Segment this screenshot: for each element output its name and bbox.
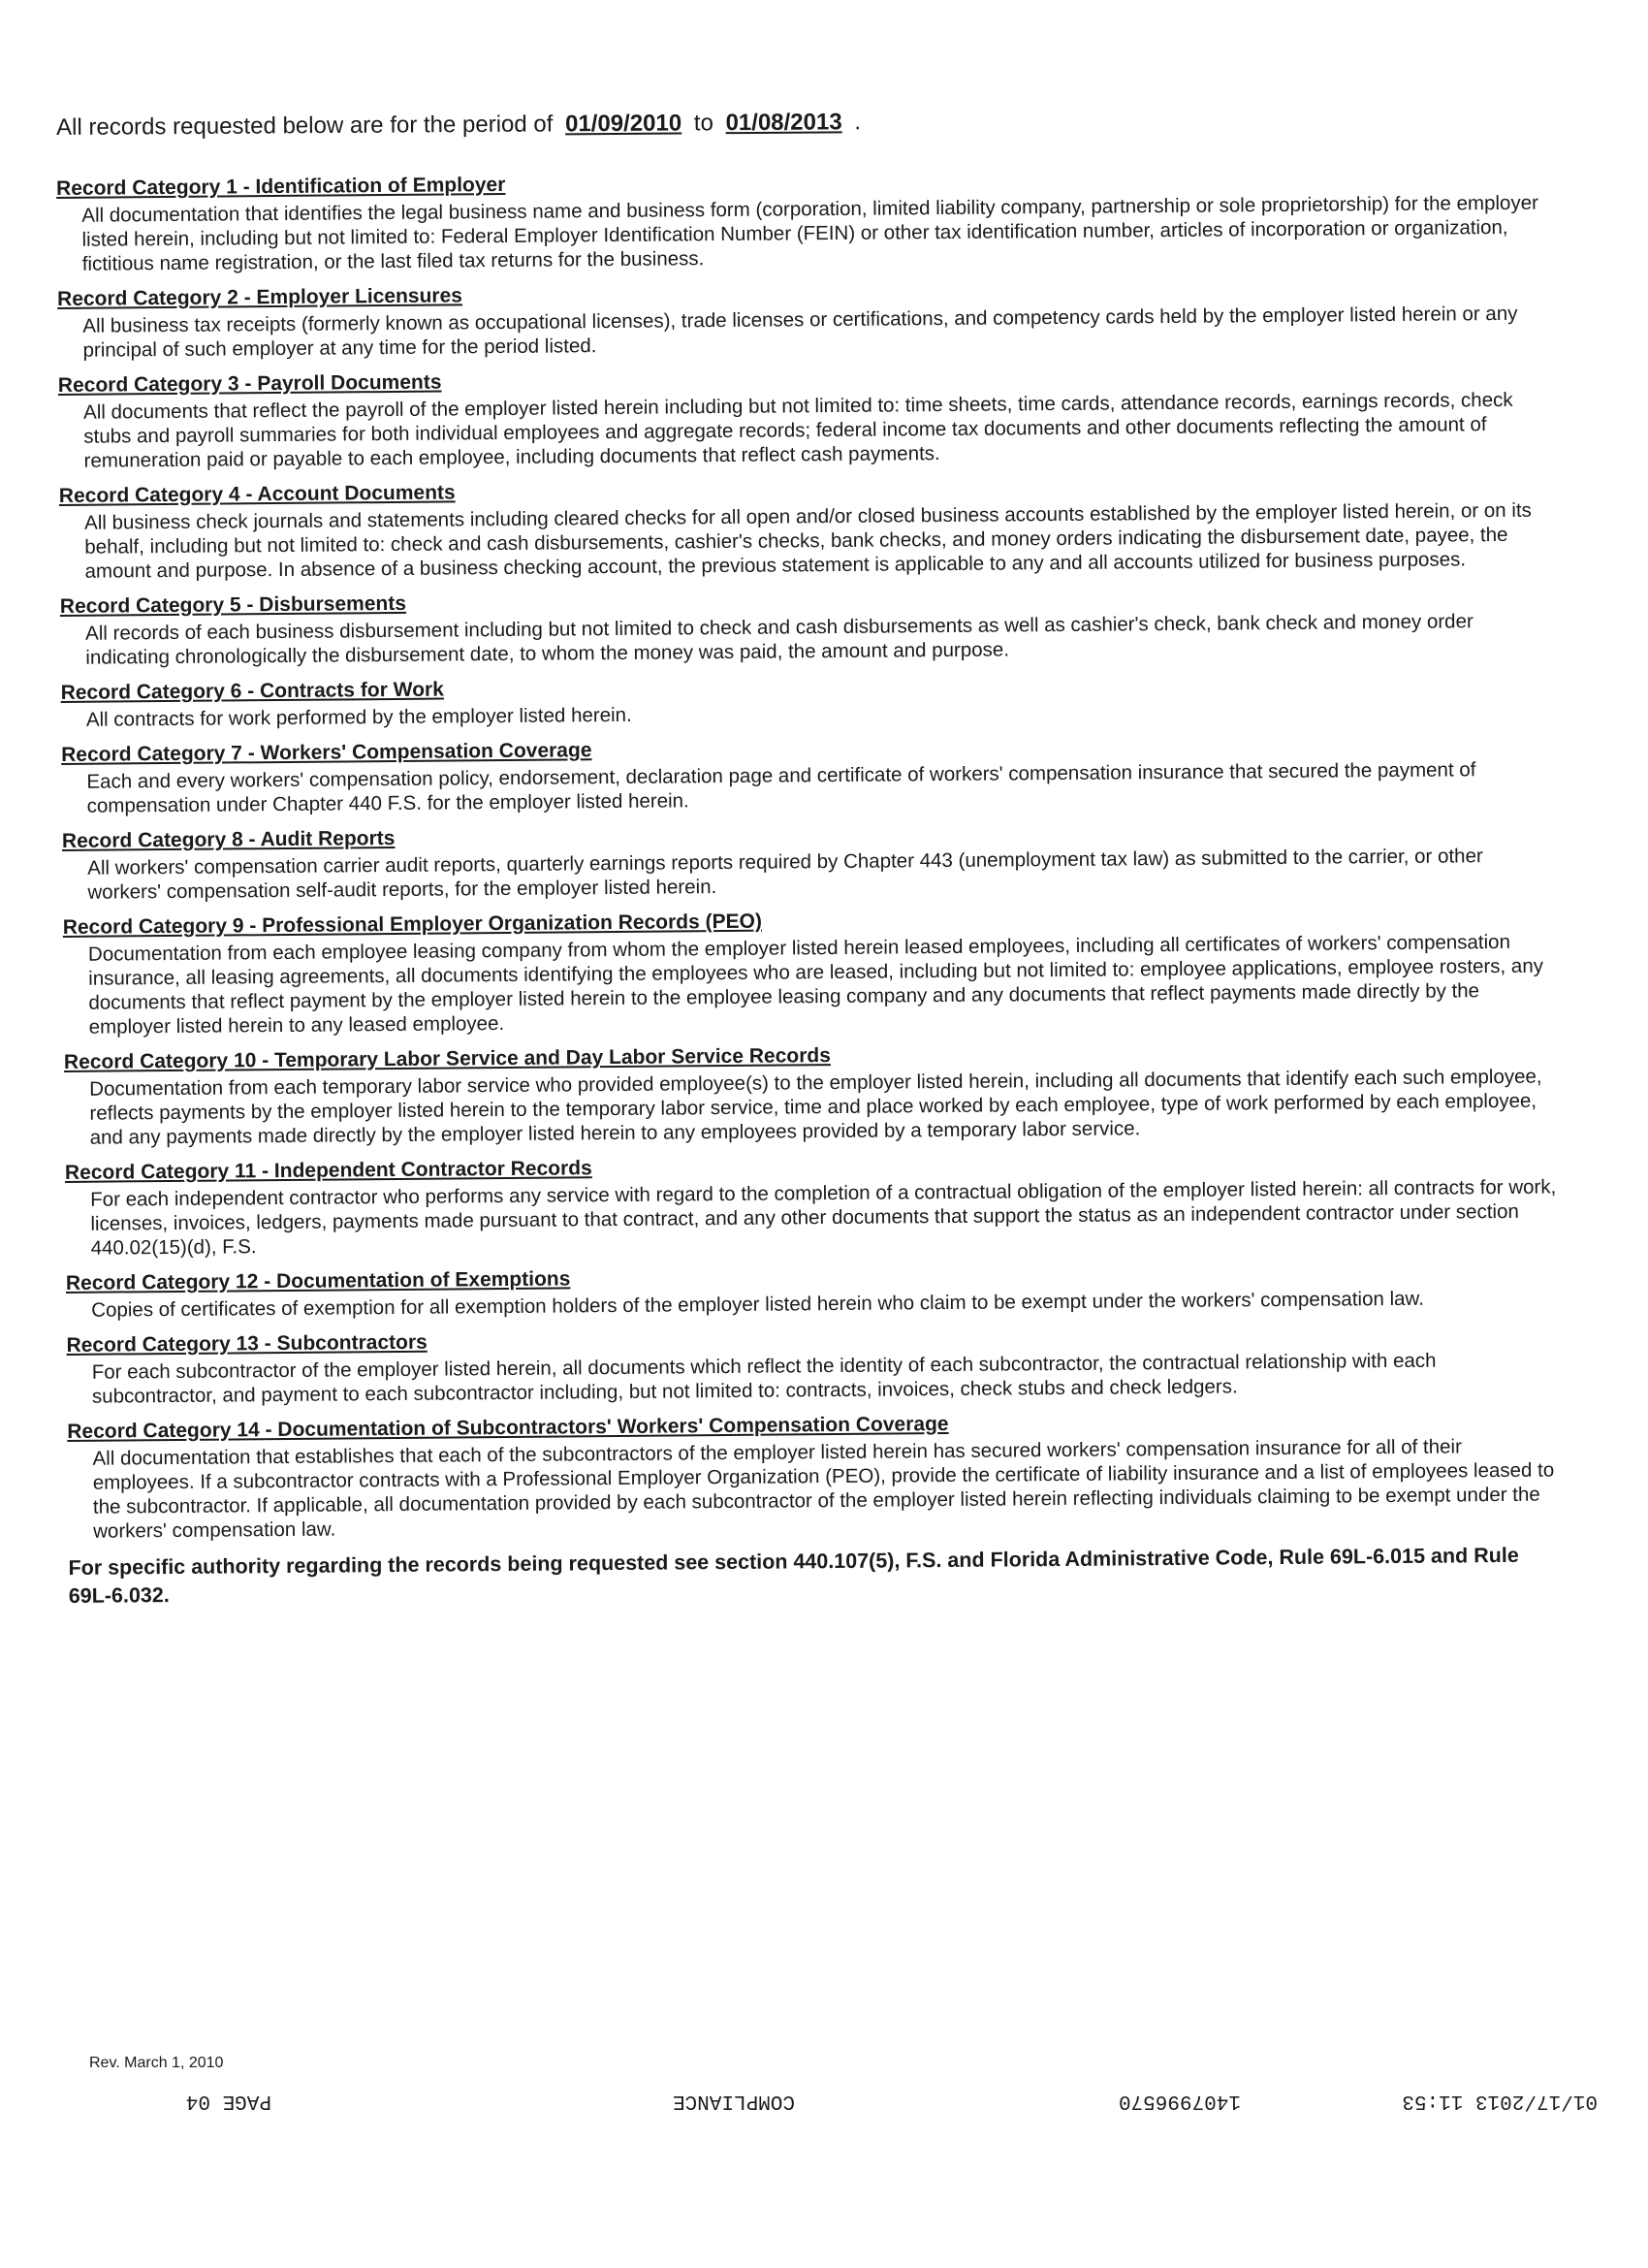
record-category-7 [61,730,1555,818]
record-category-3 [58,361,1552,473]
period-end-date: 01/08/2013 [725,109,842,137]
record-description: All records of each business disbursement including but not limited to check and cash disbursements as well as cashier's check, bank check and money order indicating chronologically the disbursement date, to whom the money was paid, the amount and purpose. [85,610,1474,669]
record-heading: Record Category 3 - Payroll Documents [57,370,442,397]
record-description: Documentation from each employee leasing company from whom the employer listed herein leased employees, including all certificates of workers' compensation insurance, all leasing agreements, all documents identifying the employees who are leased, including but not limited to: employee applications, employee rosters, any documents that reflect payment by the employer listed herein to the employee leasing company and any documents that reflect payments made directly by the employer listed herein to any leased employee. [87,930,1544,1038]
record-description: Each and every workers' compensation policy, endorsement, declaration page and certificate of workers' compensation insurance that secured the payment of compensation under Chapter 440 F.S. for the employer listed herein. [86,758,1476,817]
record-category-2 [57,274,1551,363]
record-category-4 [59,471,1553,584]
period-suffix: . [854,109,862,136]
record-category-10 [64,1038,1558,1150]
fax-transmission-header [0,2083,1648,2112]
record-heading: Record Category 7 - Workers' Compensation Coverage [61,739,592,766]
record-description: All workers' compensation carrier audit reports, quarterly earnings reports required by Chapter 443 (unemployment tax law) as submitted to the carrier, or other workers' compensation self-audit reports, for the employer listed herein. [87,845,1483,904]
period-prefix: All records requested below are for the period of [56,111,554,141]
record-categories-list [56,164,1562,1632]
record-heading: Record Category 11 - Independent Contractor Records [64,1157,592,1184]
record-category-8 [62,816,1556,905]
record-description: All documents that reflect the payroll of the employer listed herein including but not limited to: time sheets, time cards, attendance records, earnings records, check stubs and payroll summaries for both individual employees and aggregate records; federal income tax documents and other documents reflecting the amount of remuneration paid or payable to each employee, including documents that reflect cash payments. [83,388,1513,472]
record-category-13 [66,1321,1560,1409]
record-heading: Record Category 5 - Disbursements [59,591,407,618]
record-heading: Record Category 9 - Professional Employer Organization Records (PEO) [62,910,763,939]
record-description: For each independent contractor who performs any service with regard to the completion of a contractual obligation of the employer listed herein: all contracts for work, licenses, invoices, ledgers, payments made pursuant to that contract, and any other documents that support the status as an independent contractor under section 440.02(15)(d), F.S. [90,1175,1557,1260]
record-description: For each subcontractor of the employer listed herein, all documents which reflect the identity of each subcontractor, the contractual relationship with each subcontractor, and payment to each subcontractor including, but not limited to: contracts, invoices, check stubs and check ledgers. [91,1349,1437,1408]
record-category-12 [66,1259,1559,1323]
record-category-1 [56,164,1550,276]
record-heading: Record Category 6 - Contracts for Work [60,678,444,704]
record-heading: Record Category 10 - Temporary Labor Service and Day Labor Service Records [63,1044,831,1073]
fax-datetime: 01/17/2013 11:53 [1402,2090,1598,2112]
record-description: Documentation from each temporary labor service who provided employee(s) to the employer listed herein, including all documents that identify each such employee, reflects payments by the employer listed herein to the temporary labor service, time and place worked by each employee, type of work performed by each employee, and any payments made directly by the employer listed herein to any employees provided by a temporary labor service. [89,1065,1542,1149]
record-category-14 [67,1407,1561,1544]
fax-number: 1407996570 [1118,2090,1241,2112]
record-category-5 [60,582,1554,670]
record-heading: Record Category 14 - Documentation of Subcontractors' Workers' Compensation Coverage [67,1413,949,1443]
record-description: Copies of certificates of exemption for all exemption holders of the employer listed herein who claim to be exempt under the workers' compensation law. [91,1287,1424,1322]
record-heading: Record Category 2 - Employer Licensures [57,284,463,310]
record-description: All documentation that establishes that each of the subcontractors of the employer listed herein has secured workers' compensation insurance for all of their employees. If a subcontractor contracts with a Professional Employer Organization (PEO), provide the certificate of liability insurance and a list of employees leased to the subcontractor. If applicable, all documentation provided by each subcontractor of the employer listed herein reflecting individuals claiming to be exempt under the workers' compensation law. [92,1435,1555,1543]
record-category-11 [65,1148,1559,1261]
record-category-6 [61,668,1554,732]
record-heading: Record Category 8 - Audit Reports [61,826,396,852]
record-description: All documentation that identifies the legal business name and business form (corporation, limited liability company, partnership or sole proprietorship) for the employer listed herein, including but not limited to: Federal Employer Identification Number (FEIN) or other tax identification number, articles of incorporation or organization, fictitious name registration, or the last filed tax returns for the business. [81,191,1538,275]
record-heading: Record Category 13 - Subcontractors [66,1330,428,1357]
revision-date: Rev. March 1, 2010 [89,2055,224,2071]
fax-page-number: PAGE 04 [185,2090,271,2112]
fax-department: COMPLIANCE [672,2090,795,2112]
record-heading: Record Category 12 - Documentation of Exemptions [65,1267,571,1294]
record-description: All business tax receipts (formerly known as occupational licenses), trade licenses or certifications, and competency cards held by the employer listed herein or any principal of such employer at any time for the period listed. [82,302,1518,362]
record-heading: Record Category 1 - Identification of Employer [56,173,506,200]
record-heading: Record Category 4 - Account Documents [58,481,456,507]
record-category-9 [63,903,1557,1039]
record-description: All contracts for work performed by the employer listed herein. [85,703,632,731]
period-start-date: 01/09/2010 [564,110,682,138]
records-period-statement [56,109,861,142]
authority-note: For specific authority regarding the records being requested see section 440.107(5), F.S. and Florida Administrative Code, Rule 69L-6.015 and Rule 69L-6.032. [68,1543,1519,1608]
period-connector: to [693,110,713,137]
record-description: All business check journals and statements including cleared checks for all open and/or closed business accounts established by the employer listed herein, or on its behalf, including but not limited to: check and cash disbursements, cashier's checks, bank checks, and money orders indicating the disbursement date, payee, the amount and purpose. In absence of a business checking account, the previous statement is applicable to any and all accounts utilized for business purposes. [84,498,1532,583]
